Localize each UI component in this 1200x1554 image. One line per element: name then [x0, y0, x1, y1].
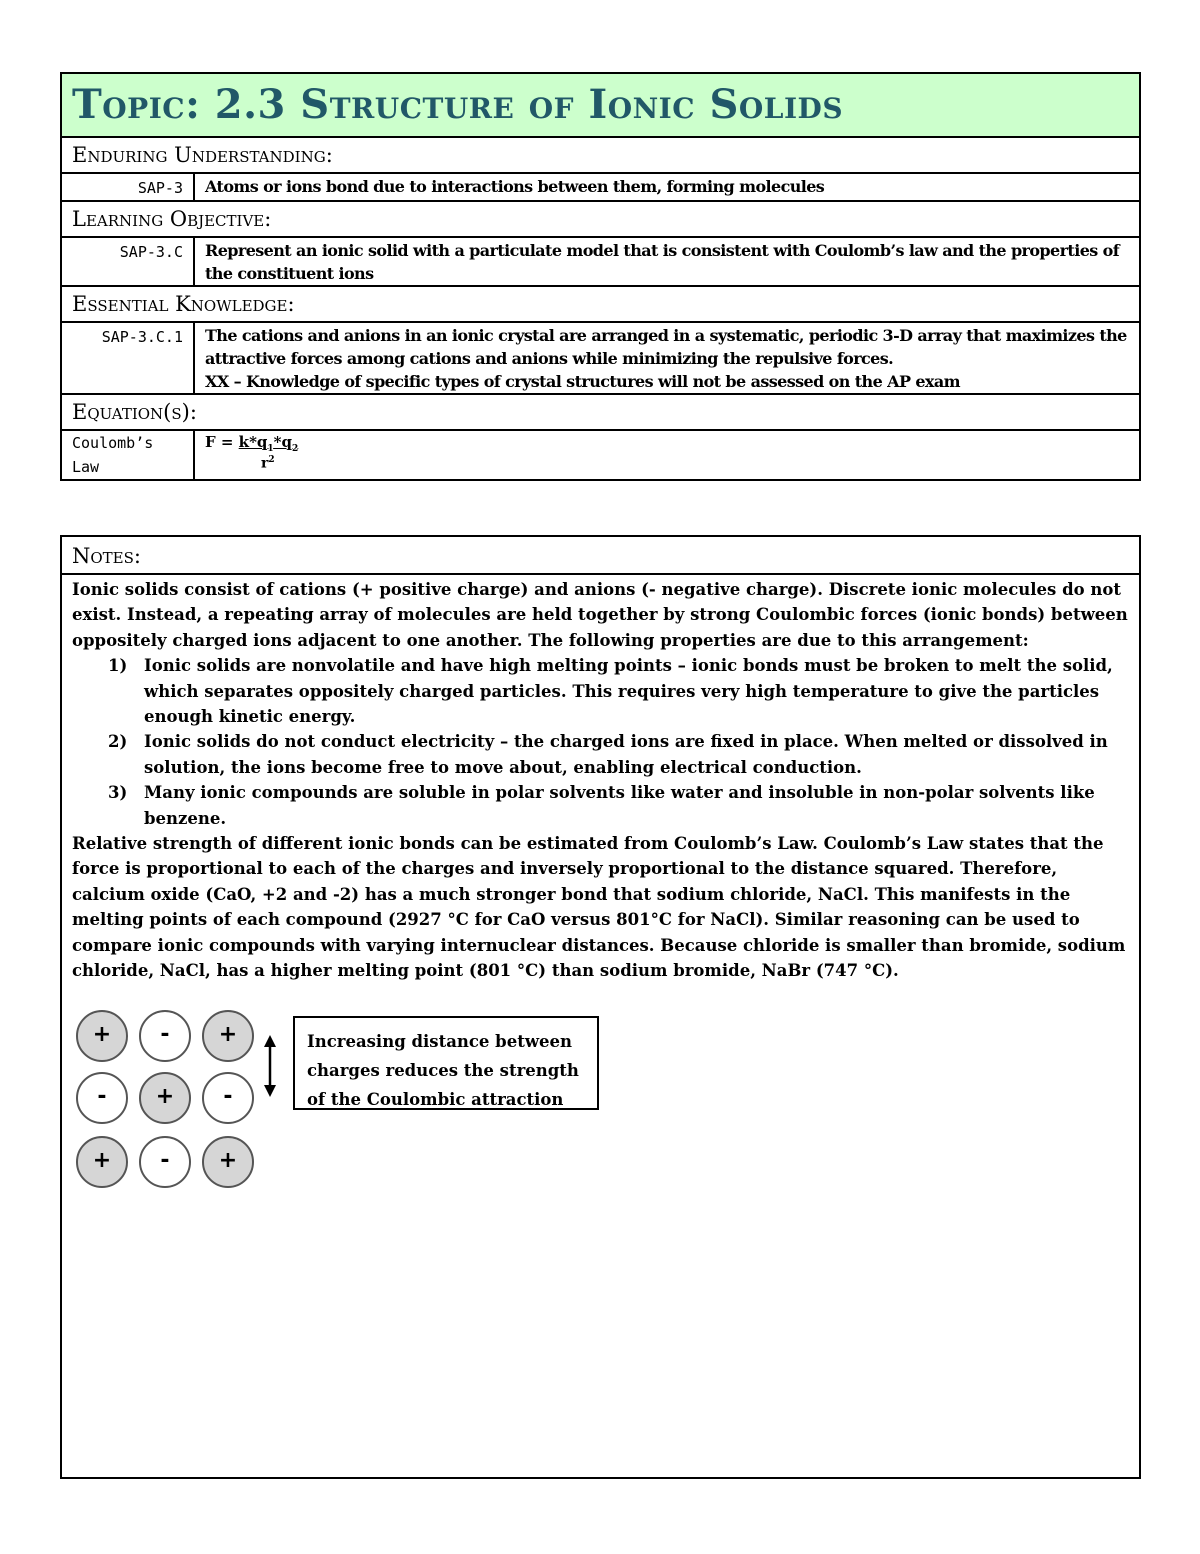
essential-code: SAP-3.C.1: [61, 322, 194, 394]
list-item-number: 2): [108, 732, 128, 752]
notes-intro: Ionic solids consist of cations (+ positive charge) and anions (- negative charge). Discrete ionic molecules do not exist. Instead, a repeating array of molecules are held together by strong Coulombic forces (ionic bonds) between oppositely charged ions adjacent to one another. The following properties are due to this arrangement:: [72, 580, 1128, 650]
equation-numerator: $k*q_1*q_2$: [238, 433, 299, 454]
equation-label-line2: Law: [72, 458, 100, 476]
enduring-code: SAP-3: [61, 173, 194, 201]
list-item-text: Ionic solids are nonvolatile and have high melting points – ionic bonds must be broken to melt the solid, which separates oppositely charged particles. This requires very high temperature to give the particles enough kinetic energy.: [144, 656, 1113, 727]
notes-paragraph: Relative strength of different ionic bonds can be estimated from Coulomb’s Law. Coulomb’s Law states that the force is proportional to each of the charges and inversely proportional to the distance squared. Therefore, calcium oxide (CaO, +2 and -2) has a much stronger bond that sodium chloride, NaCl. This manifests in the melting points of each compound (2927 °C for CaO versus 801°C for NaCl). Similar reasoning can be used to compare ionic compounds with varying internuclear distances. Because chloride is smaller than bromide, sodium chloride, NaCl, has a higher melting point (801 °C) than sodium bromide, NaBr (747 °C).: [72, 834, 1126, 981]
objective-code: SAP-3.C: [61, 237, 194, 286]
topic-header: [61, 73, 1140, 137]
essential-knowledge-heading: Essential Knowledge:: [61, 286, 1140, 322]
essential-text-exclusion: XX – Knowledge of specific types of crystal structures will not be assessed on the AP exam: [205, 372, 960, 391]
learning-objective-heading: Learning Objective:: [61, 201, 1140, 237]
anion-circle: -: [139, 1010, 191, 1062]
equation-main: [205, 433, 298, 454]
notes-box: [60, 535, 1141, 1479]
equation-lhs: F =: [205, 433, 239, 451]
list-item-number: 3): [108, 783, 128, 803]
anion-circle: -: [76, 1072, 128, 1124]
essential-text: [194, 322, 1140, 394]
topic-title: Topic: 2.3 Structure of Ionic Solids: [72, 81, 844, 128]
topic-table: [60, 72, 1141, 481]
notes-body: [62, 575, 1139, 984]
list-item-text: Many ionic compounds are soluble in polar solvents like water and insoluble in non-polar solvents like benzene.: [144, 783, 1095, 828]
list-item-text: Ionic solids do not conduct electricity – the charged ions are fixed in place. When melted or dissolved in solution, the ions become free to move about, enabling electrical conduction.: [144, 732, 1108, 777]
ion-lattice-diagram: [74, 1008, 614, 1193]
cation-circle: +: [76, 1010, 128, 1062]
notes-heading: Notes:: [62, 537, 1139, 575]
equations-heading: Equation(s):: [61, 394, 1140, 430]
cation-circle: +: [202, 1136, 254, 1188]
cation-circle: +: [76, 1136, 128, 1188]
equation-denominator: $r^2$: [261, 455, 275, 472]
list-item: [72, 653, 1133, 729]
anion-circle: -: [139, 1136, 191, 1188]
notes-list: [72, 653, 1133, 831]
equation-label: [61, 430, 194, 480]
enduring-understanding-heading: Enduring Understanding:: [61, 137, 1140, 173]
double-arrow-icon: [262, 1034, 278, 1098]
essential-text-main: The cations and anions in an ionic crystal are arranged in a systematic, periodic 3-D array that maximizes the attractive forces among cations and anions while minimizing the repulsive forces.: [205, 326, 1127, 368]
enduring-text: Atoms or ions bond due to interactions between them, forming molecules: [194, 173, 1140, 201]
list-item: [72, 729, 1133, 780]
list-item: [72, 780, 1133, 831]
list-item-number: 1): [108, 656, 128, 676]
callout-box: Increasing distance between charges reduces the strength of the Coulombic attraction: [293, 1016, 599, 1110]
cation-circle: +: [202, 1010, 254, 1062]
equation-label-line1: Coulomb’s: [72, 434, 154, 452]
anion-circle: -: [202, 1072, 254, 1124]
coulomb-equation: [194, 430, 1140, 480]
cation-circle: +: [139, 1072, 191, 1124]
objective-text: Represent an ionic solid with a particulate model that is consistent with Coulomb’s law and the properties of the constituent ions: [194, 237, 1140, 286]
